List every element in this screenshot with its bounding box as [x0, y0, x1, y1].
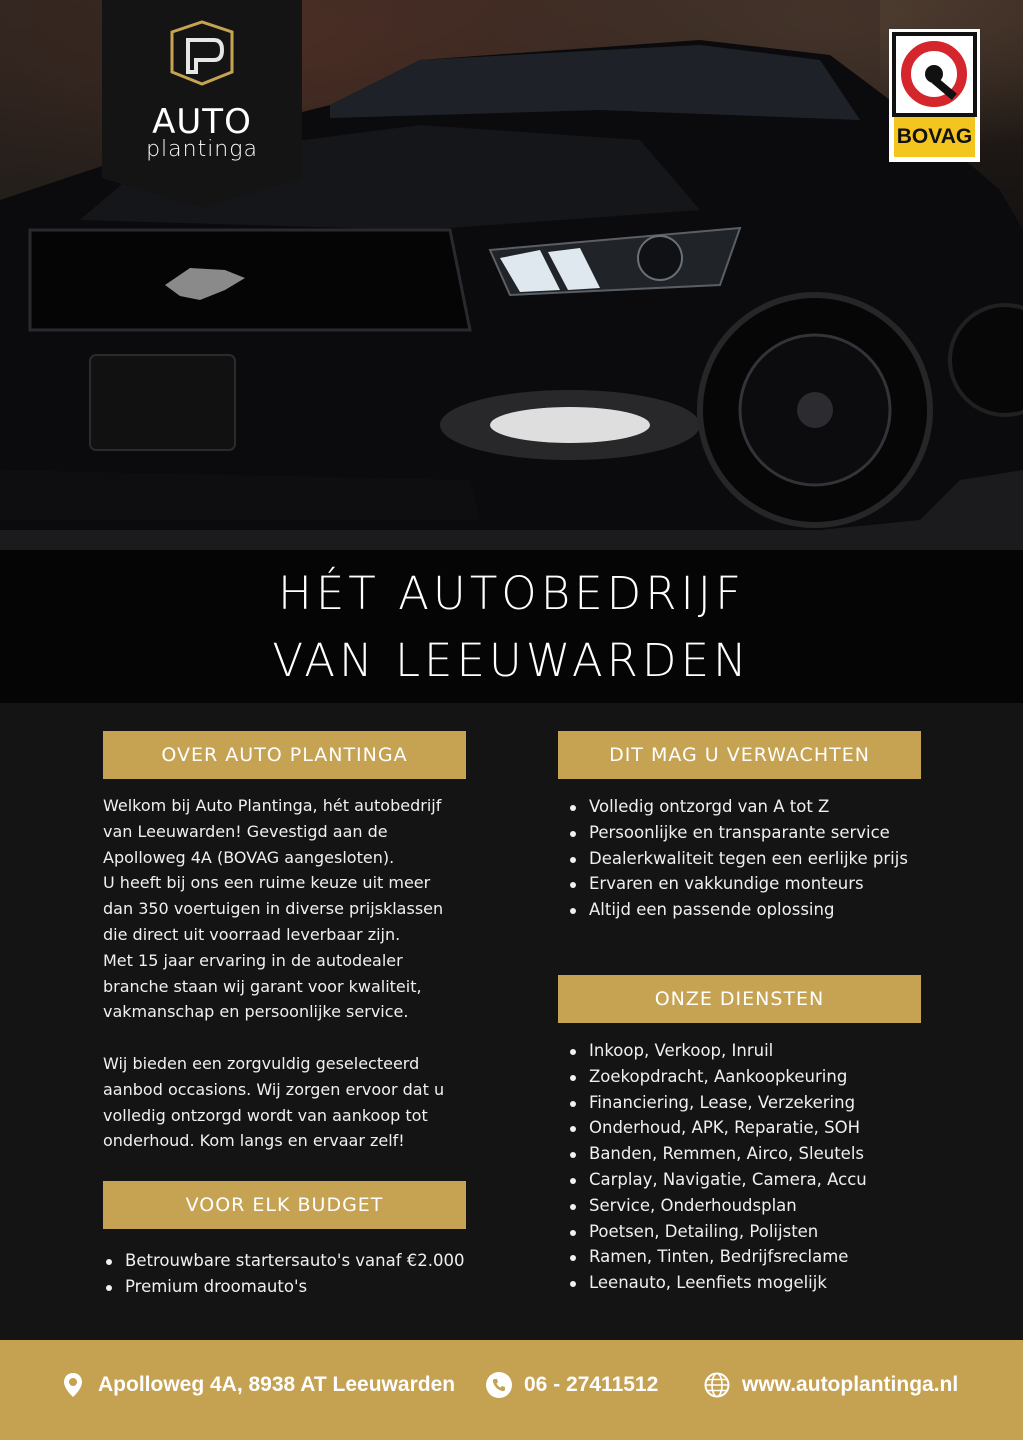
diensten-list	[567, 1038, 867, 1296]
over-line: onderhoud. Kom langs en ervaar zelf!	[103, 1131, 405, 1151]
list-item: Betrouwbare startersauto's vanaf €2.000	[103, 1248, 465, 1274]
globe-icon	[704, 1372, 730, 1398]
bovag-logo	[889, 29, 980, 162]
brand-logo	[102, 0, 302, 208]
over-line: U heeft bij ons een ruime keuze uit meer	[103, 873, 431, 893]
list-item: Onderhoud, APK, Reparatie, SOH	[567, 1115, 867, 1141]
list-item: Ramen, Tinten, Bedrijfsreclame	[567, 1244, 867, 1270]
over-line: branche staan wij garant voor kwaliteit,	[103, 976, 422, 996]
hero-car-photo	[0, 0, 1023, 550]
over-line: aanbod occasions. Wij zorgen ervoor dat u	[103, 1079, 445, 1099]
over-line: vakmanschap en persoonlijke service.	[103, 1002, 409, 1022]
headline-line-1: HÉT AUTOBEDRIJF	[278, 567, 745, 620]
website-text: www.autoplantinga.nl	[742, 1373, 959, 1396]
over-line: Apolloweg 4A (BOVAG aangesloten).	[103, 847, 395, 867]
footer-phone[interactable]	[486, 1370, 658, 1400]
list-item: Poetsen, Detailing, Polijsten	[567, 1219, 867, 1245]
address-text: Apolloweg 4A, 8938 AT Leeuwarden	[98, 1373, 456, 1396]
list-item: Carplay, Navigatie, Camera, Accu	[567, 1167, 867, 1193]
verwachten-list	[567, 794, 908, 923]
phone-icon	[486, 1372, 512, 1398]
over-line: die direct uit voorraad leverbaar zijn.	[103, 924, 401, 944]
budget-list	[103, 1248, 465, 1300]
diensten-heading: ONZE DIENSTEN	[558, 975, 921, 1023]
footer-website[interactable]	[704, 1370, 958, 1400]
bovag-label: BOVAG	[894, 117, 975, 157]
list-item: Persoonlijke en transparante service	[567, 820, 908, 846]
over-line: van Leeuwarden! Gevestigd aan de	[103, 821, 388, 841]
logo-auto-text: AUTO	[152, 102, 252, 142]
bovag-shield-icon	[889, 29, 980, 119]
over-paragraph-1	[103, 793, 483, 1025]
over-line: Welkom bij Auto Plantinga, hét autobedrijf	[103, 796, 442, 815]
over-line: Wij bieden een zorgvuldig geselecteerd	[103, 1054, 420, 1073]
list-item: Premium droomauto's	[103, 1274, 465, 1300]
list-item: Zoekopdracht, Aankoopkeuring	[567, 1064, 867, 1090]
headline-line-2: VAN LEEUWARDEN	[272, 634, 751, 687]
over-line: volledig ontzorgd wordt van aankoop tot	[103, 1105, 428, 1125]
over-line: dan 350 voertuigen in diverse prijsklassen	[103, 899, 444, 919]
list-item: Dealerkwaliteit tegen een eerlijke prijs	[567, 846, 908, 872]
list-item: Banden, Remmen, Airco, Sleutels	[567, 1141, 867, 1167]
list-item: Leenauto, Leenfiets mogelijk	[567, 1270, 867, 1296]
list-item: Volledig ontzorgd van A tot Z	[567, 794, 908, 820]
list-item: Financiering, Lease, Verzekering	[567, 1090, 867, 1116]
over-heading: OVER AUTO PLANTINGA	[103, 731, 466, 779]
logo-plantinga-text: plantinga	[146, 137, 258, 162]
over-paragraph-2	[103, 1051, 483, 1154]
location-pin-icon	[60, 1372, 86, 1398]
list-item: Service, Onderhoudsplan	[567, 1193, 867, 1219]
list-item: Inkoop, Verkoop, Inruil	[567, 1038, 867, 1064]
verwachten-heading: DIT MAG U VERWACHTEN	[558, 731, 921, 779]
list-item: Altijd een passende oplossing	[567, 897, 908, 923]
footer-address[interactable]	[60, 1370, 455, 1400]
budget-heading: VOOR ELK BUDGET	[103, 1181, 466, 1229]
list-item: Ervaren en vakkundige monteurs	[567, 871, 908, 897]
over-line: Met 15 jaar ervaring in de autodealer	[103, 950, 403, 970]
phone-text: 06 - 27411512	[524, 1373, 659, 1396]
